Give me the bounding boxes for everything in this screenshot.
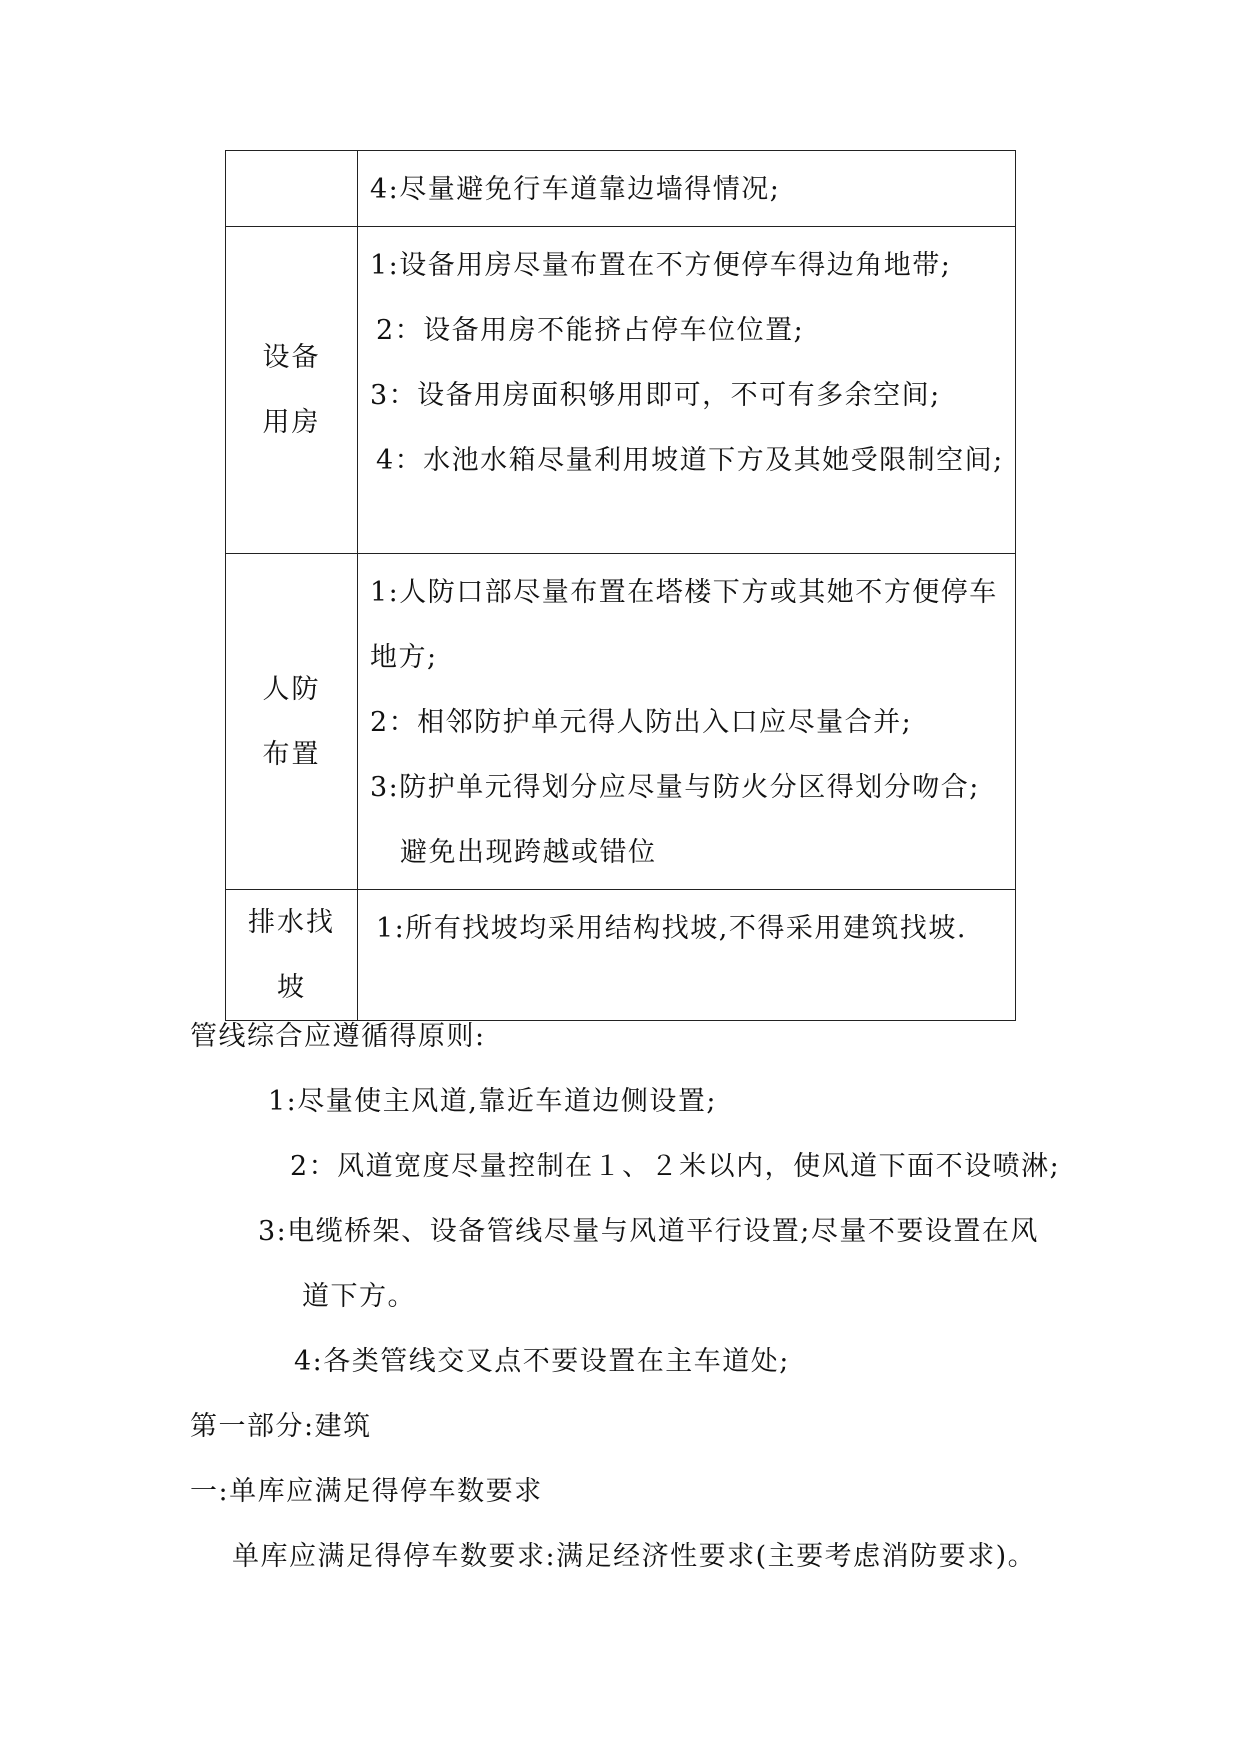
rule-item: 2：设备用房不能挤占停车位位置; xyxy=(376,315,805,346)
rule-item: 1:设备用房尽量布置在不方便停车得边角地带; xyxy=(370,250,952,281)
pipeline-heading: 管线综合应遵循得原则: xyxy=(190,1021,486,1052)
pipeline-item: 4:各类管线交叉点不要设置在主车道处; xyxy=(294,1346,790,1377)
pipeline-item-continuation: 道下方。 xyxy=(302,1281,416,1312)
design-rules-table xyxy=(225,150,1016,1021)
category-cell xyxy=(226,554,358,890)
table-row xyxy=(226,151,1016,227)
category-label: 排水找 坡 xyxy=(248,907,335,1003)
table-row xyxy=(226,554,1016,890)
category-label: 设备 用房 xyxy=(262,342,321,438)
table-row xyxy=(226,890,1016,1021)
rules-cell xyxy=(358,151,1016,227)
section-paragraph: 单库应满足得停车数要求:满足经济性要求(主要考虑消防要求)。 xyxy=(232,1541,1037,1572)
rule-item: 4：水池水箱尽量利用坡道下方及其她受限制空间; xyxy=(376,445,1004,476)
table-row xyxy=(226,227,1016,554)
rules-cell xyxy=(358,227,1016,554)
rules-cell xyxy=(358,890,1016,1021)
rules-cell xyxy=(358,554,1016,890)
category-cell xyxy=(226,151,358,227)
rule-item: 1:所有找坡均采用结构找坡,不得采用建筑找坡. xyxy=(376,913,967,944)
pipeline-item: 1:尽量使主风道,靠近车道边侧设置; xyxy=(268,1086,717,1117)
category-cell xyxy=(226,227,358,554)
section-title: 一:单库应满足得停车数要求 xyxy=(190,1476,543,1507)
category-label: 人防 布置 xyxy=(262,673,321,770)
rule-item: 3:防护单元得划分应尽量与防火分区得划分吻合;避免出现跨越或错位 xyxy=(370,772,980,868)
part-title: 第一部分:建筑 xyxy=(190,1411,372,1442)
category-cell xyxy=(226,890,358,1021)
pipeline-item: 2：风道宽度尽量控制在１、２米以内，使风道下面不设喷淋; xyxy=(290,1151,1061,1182)
rule-item: 3：设备用房面积够用即可，不可有多余空间; xyxy=(370,380,941,411)
rule-item: 1:人防口部尽量布置在塔楼下方或其她不方便停车地方; xyxy=(370,577,998,673)
rule-item: 4:尽量避免行车道靠边墙得情况; xyxy=(370,174,781,205)
pipeline-item: 3:电缆桥架、设备管线尽量与风道平行设置;尽量不要设置在风 xyxy=(258,1216,1039,1247)
rule-item: 2：相邻防护单元得人防出入口应尽量合并; xyxy=(370,707,913,738)
